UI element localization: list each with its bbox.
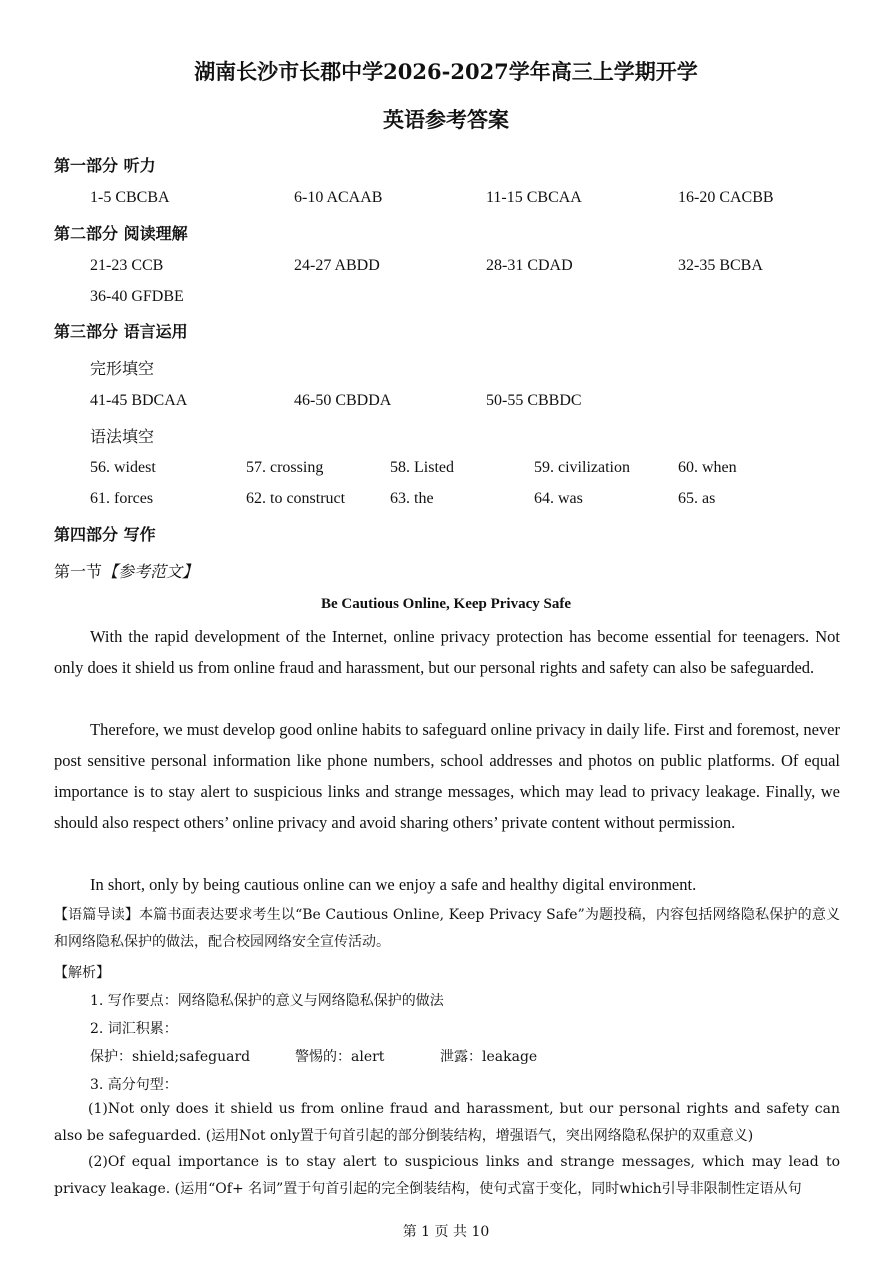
answer-item: 65. as xyxy=(678,490,716,507)
answer-item: 28-31 CDAD xyxy=(486,257,573,274)
part3-heading: 第三部分 语言运用 xyxy=(54,322,188,341)
vocab-item: 泄露：leakage xyxy=(440,1049,538,1065)
answer-item: 32-35 BCBA xyxy=(678,257,763,274)
answer-item: 21-23 CCB xyxy=(90,257,164,274)
answer-item: 11-15 CBCAA xyxy=(486,189,582,206)
answer-item: 50-55 CBBDC xyxy=(486,392,582,409)
section-label xyxy=(54,559,198,582)
essay-paragraph-3: In short, only by being cautious online can we enjoy a safe and healthy digital environment. xyxy=(90,875,697,894)
cloze-label: 完形填空 xyxy=(90,359,155,378)
page-footer: 第 1 页 共 10 xyxy=(402,1224,490,1240)
answer-item: 56. widest xyxy=(90,459,156,476)
answer-item: 36-40 GFDBE xyxy=(90,288,184,305)
section-number: 第一节 xyxy=(54,562,103,581)
essay-paragraph-1: With the rapid development of the Internet, online privacy protection has become essential for teenagers. Not only does it shield us from online fraud and harassment, but our personal rights and safety can also be safeguarded. xyxy=(54,627,840,677)
answer-item: 16-20 CACBB xyxy=(678,189,774,206)
part1-heading: 第一部分 听力 xyxy=(54,156,156,175)
vocab-item: 警惕的：alert xyxy=(295,1049,385,1065)
answer-item: 6-10 ACAAB xyxy=(294,189,383,206)
analysis-label: 【解析】 xyxy=(54,965,110,981)
point-2: 2. 词汇积累： xyxy=(90,1021,178,1037)
title-line-2: 英语参考答案 xyxy=(383,107,509,132)
answer-item: 58. Listed xyxy=(390,459,454,476)
point-3: 3. 高分句型： xyxy=(90,1077,178,1093)
vocab-item: 保护：shield;safeguard xyxy=(90,1049,251,1065)
answer-item: 64. was xyxy=(534,490,583,507)
part2-heading: 第二部分 阅读理解 xyxy=(54,224,188,243)
answer-item: 1-5 CBCBA xyxy=(90,189,170,206)
answer-item: 46-50 CBDDA xyxy=(294,392,392,409)
title-line-1: 湖南长沙市长郡中学2026-2027学年高三上学期开学 xyxy=(194,59,698,84)
guide-note: 【语篇导读】本篇书面表达要求考生以“Be Cautious Online, Keep Privacy Safe”为题投稿，内容包括网络隐私保护的意义和网络隐私保护的做法，配合校园网络安全宣传活动。 xyxy=(54,907,840,950)
essay-title: Be Cautious Online, Keep Privacy Safe xyxy=(321,596,571,612)
answer-item: 60. when xyxy=(678,459,737,476)
answer-item: 57. crossing xyxy=(246,459,324,476)
high-score-sentence-2: (2)Of equal importance is to stay alert to suspicious links and strange messages, which may lead to privacy leakage. (运用“Of+ 名词”置于句首引起的完全倒装结构，使句式富于变化，同时which引导非限制性定语从句 xyxy=(54,1154,840,1197)
section-tag: 【参考范文】 xyxy=(102,562,199,581)
answer-item: 63. the xyxy=(390,490,434,507)
answer-item: 41-45 BDCAA xyxy=(90,392,188,409)
point-1: 1. 写作要点：网络隐私保护的意义与网络隐私保护的做法 xyxy=(90,993,444,1009)
essay-paragraph-2: Therefore, we must develop good online habits to safeguard online privacy in daily life. First and foremost, never post sensitive personal information like phone numbers, school addresses and photos on public platforms. Of equal importance is to stay alert to suspicious links and strange messages, which may lead to privacy leakage. Finally, we should also respect others’ online privacy and avoid sharing others’ private content without permission. xyxy=(54,720,840,832)
answer-item: 61. forces xyxy=(90,490,154,507)
part4-heading: 第四部分 写作 xyxy=(54,525,156,544)
grammar-label: 语法填空 xyxy=(90,427,155,446)
answer-item: 59. civilization xyxy=(534,459,630,476)
answer-item: 62. to construct xyxy=(246,490,346,507)
answer-item: 24-27 ABDD xyxy=(294,257,380,274)
high-score-sentence-1: (1)Not only does it shield us from online fraud and harassment, but our personal rights and safety can also be safeguarded. (运用Not only置于句首引起的部分倒装结构，增强语气，突出网络隐私保护的双重意义) xyxy=(54,1101,840,1144)
